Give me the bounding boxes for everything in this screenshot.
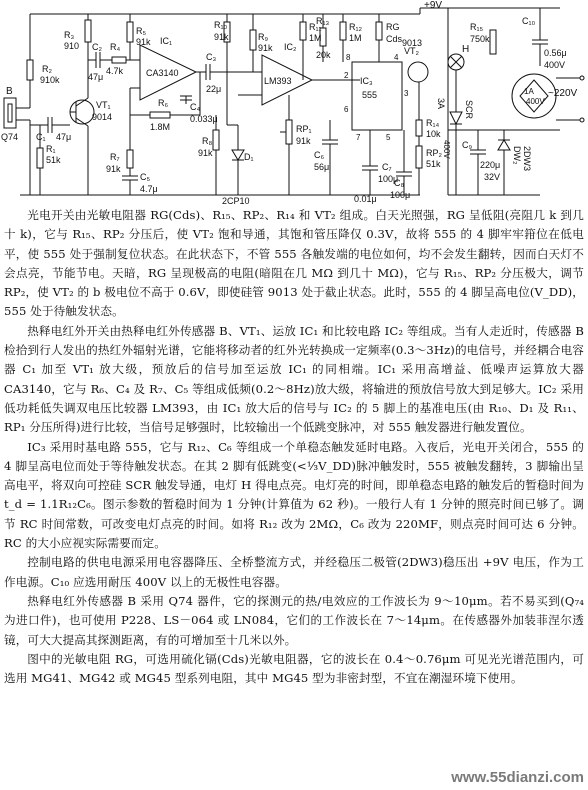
ic3-value: 555 (362, 90, 378, 100)
r10-value: 91k (214, 32, 229, 42)
pyro-sensor-b (1, 86, 30, 195)
supply-label: +9V (424, 0, 443, 11)
r9-value: 91k (258, 43, 273, 53)
r2-label: R₂ (42, 64, 52, 74)
r7-value: 91k (106, 164, 121, 174)
resistor-r12 (340, 14, 363, 62)
c8-label: C₈ (394, 178, 405, 188)
pin-5: 5 (386, 133, 391, 142)
r15-value: 750k (470, 34, 490, 44)
resistor-r10 (214, 14, 238, 125)
c5-label: C₅ (140, 172, 151, 182)
capacitor-c5 (122, 172, 158, 195)
paragraph-photo-switch: 光电开关由光敏电阻器 RG(Cds)、R₁₅、RP₂、R₁₄ 和 VT₂ 组成。白天光照强，RG 呈低阻(亮阻几 k 到几十 k)，它与 R₁₅、RP₂ 分压后，使 VT₂ 饱和导通，其饱和管压降仅 0.3V，故将 555 的 4 脚牢牢箝位在低电平，使 555 处于强制复位状态。在此状态下，不管 555 各触发端的电位如何，均不会发生翻转，因而白天灯不会点亮，节能节电。天暗，RG 呈现极高的电阻(暗阻在几 MΩ 到几十 MΩ)，它与 R₁₅、RP₂ 分压极大，调节 RP₂，使 VT₂ 的 b 极电位不高于 0.6V，即使硅管 9013 处于截止状态。此时，555 的 4 脚呈高电位(V_DD)，555 处于待触发状态。 (4, 208, 584, 319)
c10-voltage: 400V (544, 60, 566, 70)
r2-value: 910k (40, 75, 60, 85)
r1-label: R₁ (46, 144, 56, 154)
potentiometer-rp2 (416, 136, 443, 195)
c9-label: C₉ (462, 140, 473, 150)
r12-value: 1M (349, 33, 362, 43)
resistor-r5 (127, 14, 151, 60)
resistor-r15 (470, 22, 496, 54)
rp1-label: RP₁ (296, 124, 312, 134)
c3-label: C₃ (206, 52, 217, 62)
paragraph-pyro-switch: 热释电红外开关由热释电红外传感器 B、VT₁、运放 IC₁ 和比较电路 IC₂ 等组成。当有人走近时，传感器 B 检拾到行人发出的热红外辐射光谱，它能将移动者的红外光转换成一定频率(0.3～3Hz)的电信号，并经耦合电容器 C₁ 加至 VT₁ 放大级，预放后的信号加至运放 IC₁ 的同相端。IC₁ 采用高增益、低噪声运算放大器 CA3140，它与 R₆、C₄ 及 R₇、C₅ 等组成低频(0.2～8Hz)放大级，将输进的预放信号放大到足够大。IC₂ 采用低功耗低失调双电压比较器 LM393，由 IC₁ 放大后的信号与 IC₂ 的 5 脚上的基准电压(由 R₁₀、D₁ 及 R₁₁、RP₁ 分压所得)进行比较，当信号足够强时，比较输出一个低跳变脉冲，对 555 触发器进行触发置位。 (4, 323, 584, 435)
pin-6: 6 (344, 105, 349, 114)
d1-value: 2CP10 (222, 196, 250, 205)
paragraph-photoresistor-notes: 图中的光敏电阻 RG，可选用硫化镉(Cds)光敏电阻器，它的波长在 0.4～0.76μm 可见光光谱范围内，可选用 MG41、MG42 或 MG45 型系列电阻，其中 MG45 型为非密封型，不宜在潮湿环境下使用。 (4, 651, 584, 686)
resistor-r7 (106, 150, 133, 176)
dw2-value: 2DW3 (522, 146, 532, 172)
c5-value: 4.7μ (140, 184, 158, 194)
zener-dw2 (498, 130, 532, 195)
r1-value: 51k (46, 155, 61, 165)
resistor-r14 (416, 82, 441, 139)
c9-voltage: 32V (484, 172, 501, 182)
vt1-value: 9014 (92, 112, 113, 122)
c2-value: 47μ (88, 72, 104, 82)
r5-value: 91k (136, 37, 151, 47)
c10-label: C₁₀ (522, 16, 536, 26)
c6-label: C₆ (314, 150, 325, 160)
r9-label: R₉ (258, 32, 269, 42)
c9-value: 220μ (480, 160, 501, 170)
pin-4: 4 (394, 53, 399, 62)
r15-label: R₁₅ (470, 22, 484, 32)
c1-value: 47μ (56, 132, 72, 142)
c2-label: C₂ (92, 42, 102, 52)
c7-value: 100μ (378, 174, 399, 184)
ic1-value: CA3140 (146, 68, 179, 78)
transistor-vt2 (402, 38, 428, 82)
mains-label: ~220V (548, 88, 578, 99)
scr-rating: 3A (436, 98, 446, 110)
vt2-value: 9013 (402, 38, 423, 48)
c8-value: 100μ (390, 190, 411, 200)
paragraph-sensor-notes: 热释电红外传感器 B 采用 Q74 器件，它的探测元的热/电效应的工作波长为 9～10μm。若不易买到(Q₇₄ 为进口件)，也可使用 P228、LS－064 或 LN084，它们的工作波长在 7～14μm。在传感器外加装菲涅尔透镜，可大大提高其探测距离，有的可增加至十几米以外。 (4, 593, 584, 647)
rp2-label: RP₂ (426, 148, 442, 158)
triac-scr (436, 70, 474, 195)
r14-label: R₁₄ (426, 118, 440, 128)
mains-input (548, 76, 584, 122)
c6-value: 56μ (314, 162, 330, 172)
rp1-value: 91k (296, 136, 311, 146)
watermark: www.55dianzi.com (451, 769, 584, 786)
pin-8: 8 (346, 53, 351, 62)
scr-voltage: 400V (442, 140, 451, 159)
dw2-label: DW₂ (512, 146, 522, 165)
capacitor-c4 (180, 96, 218, 124)
paragraph-power-supply: 控制电路的供电电源采用电容器降压、全桥整流方式，并经稳压二极管(2DW3)稳压出 +9V 电压，作为工作电源。C₁₀ 应选用耐压 400V 以上的无极性电容器。 (4, 555, 584, 589)
r3-label: R₃ (64, 30, 75, 40)
diode-d1 (222, 125, 254, 205)
capacitor-c6 (314, 120, 338, 195)
d1-label: D₁ (244, 152, 254, 162)
comparator-ic2 (238, 42, 360, 105)
bridge-voltage: 400V (526, 97, 545, 106)
resistor-r8 (198, 115, 219, 195)
sensor-b-part: Q74 (1, 132, 19, 142)
pin-3: 3 (404, 89, 409, 98)
ic2-label: IC₂ (284, 42, 297, 52)
r6-label: R₆ (158, 98, 169, 108)
opamp-ic1 (130, 36, 196, 150)
c-001-value: 0.01μ (354, 194, 377, 204)
scr-label: SCR (464, 100, 474, 120)
capacitor-c3 (196, 52, 250, 94)
capacitor-c8 (390, 130, 412, 200)
r4-label: R₄ (110, 42, 121, 52)
timer-ic3 (344, 53, 409, 142)
photoresistor-rg (376, 14, 403, 62)
r5-label: R₅ (136, 26, 147, 36)
pin-7: 7 (356, 133, 361, 142)
r8-label: R₈ (202, 136, 213, 146)
capacitor-c10 (522, 8, 567, 70)
lamp-label: H (462, 44, 470, 55)
r13-label: R₁₃ (316, 16, 330, 26)
r6-value: 1.8M (150, 122, 171, 132)
circuit-schematic (0, 0, 588, 205)
vt1-label: VT₁ (96, 100, 111, 110)
c4-value: 0.033μ (190, 114, 218, 124)
c1-label: C₁ (36, 132, 46, 142)
ic3-label: IC₃ (360, 76, 373, 86)
r8-value: 91k (198, 148, 213, 158)
capacitor-c9 (462, 130, 500, 195)
resistor-r3 (64, 14, 91, 60)
capacitor-c2 (88, 42, 112, 82)
r10-label: R₁₀ (214, 20, 228, 30)
paragraph-timer: IC₃ 采用时基电路 555，它与 R₁₂、C₆ 等组成一个单稳态触发延时电路。入夜后，光电开关闭合，555 的 4 脚呈高电位而处于等待触发状态。在其 2 脚有低跳变(<⅓V_DD)脉冲触发时，555 被触发翻转，3 脚输出呈高电平，将双向可控硅 SCR 触发导通，电灯 H 得电点亮。电灯亮的时间，即单稳态电路的触发后的暂稳时间为 t_d = 1.1R₁₂C₆。图示参数的暂稳时间为 1 分钟(计算值为 62 秒)。一般行人有 1 分钟的照亮时间已够了。调节 RC 时间常数，可改变电灯点亮的时间。如将 R₁₂ 改为 2MΩ，C₆ 改为 220MF，则点亮时间可达 6 分钟。RC 的大小应视实际需要而定。 (4, 439, 584, 551)
bridge-current: 1A (524, 87, 534, 96)
resistor-r2 (27, 60, 60, 108)
vt2-label: VT₂ (404, 46, 419, 56)
resistor-r4 (106, 42, 140, 76)
capacitor-c1 (30, 117, 71, 142)
rg-label: RG (386, 22, 400, 32)
article-text (4, 206, 584, 688)
potentiometer-rp1 (280, 95, 312, 195)
c3-value: 22μ (206, 84, 222, 94)
rg-value: Cds (386, 34, 403, 44)
ic2-value: LM393 (264, 76, 292, 86)
pin-2: 2 (344, 71, 349, 80)
c10-value: 0.56μ (544, 48, 567, 58)
sensor-b-label: B (6, 86, 13, 97)
lamp-h (448, 44, 469, 70)
c7-label: C₇ (382, 162, 392, 172)
r4-value: 4.7k (106, 66, 124, 76)
r14-value: 10k (426, 129, 441, 139)
c4-label: C₄ (190, 102, 201, 112)
r13-value: 20k (316, 50, 331, 60)
r7-label: R₇ (110, 152, 120, 162)
r11-value: 1M (309, 33, 322, 43)
ic1-label: IC₁ (160, 36, 173, 46)
r3-value: 910 (64, 41, 80, 51)
r12-label: R₁₂ (349, 22, 363, 32)
r11-label: R₁₁ (309, 22, 322, 32)
rp2-value: 51k (426, 159, 441, 169)
